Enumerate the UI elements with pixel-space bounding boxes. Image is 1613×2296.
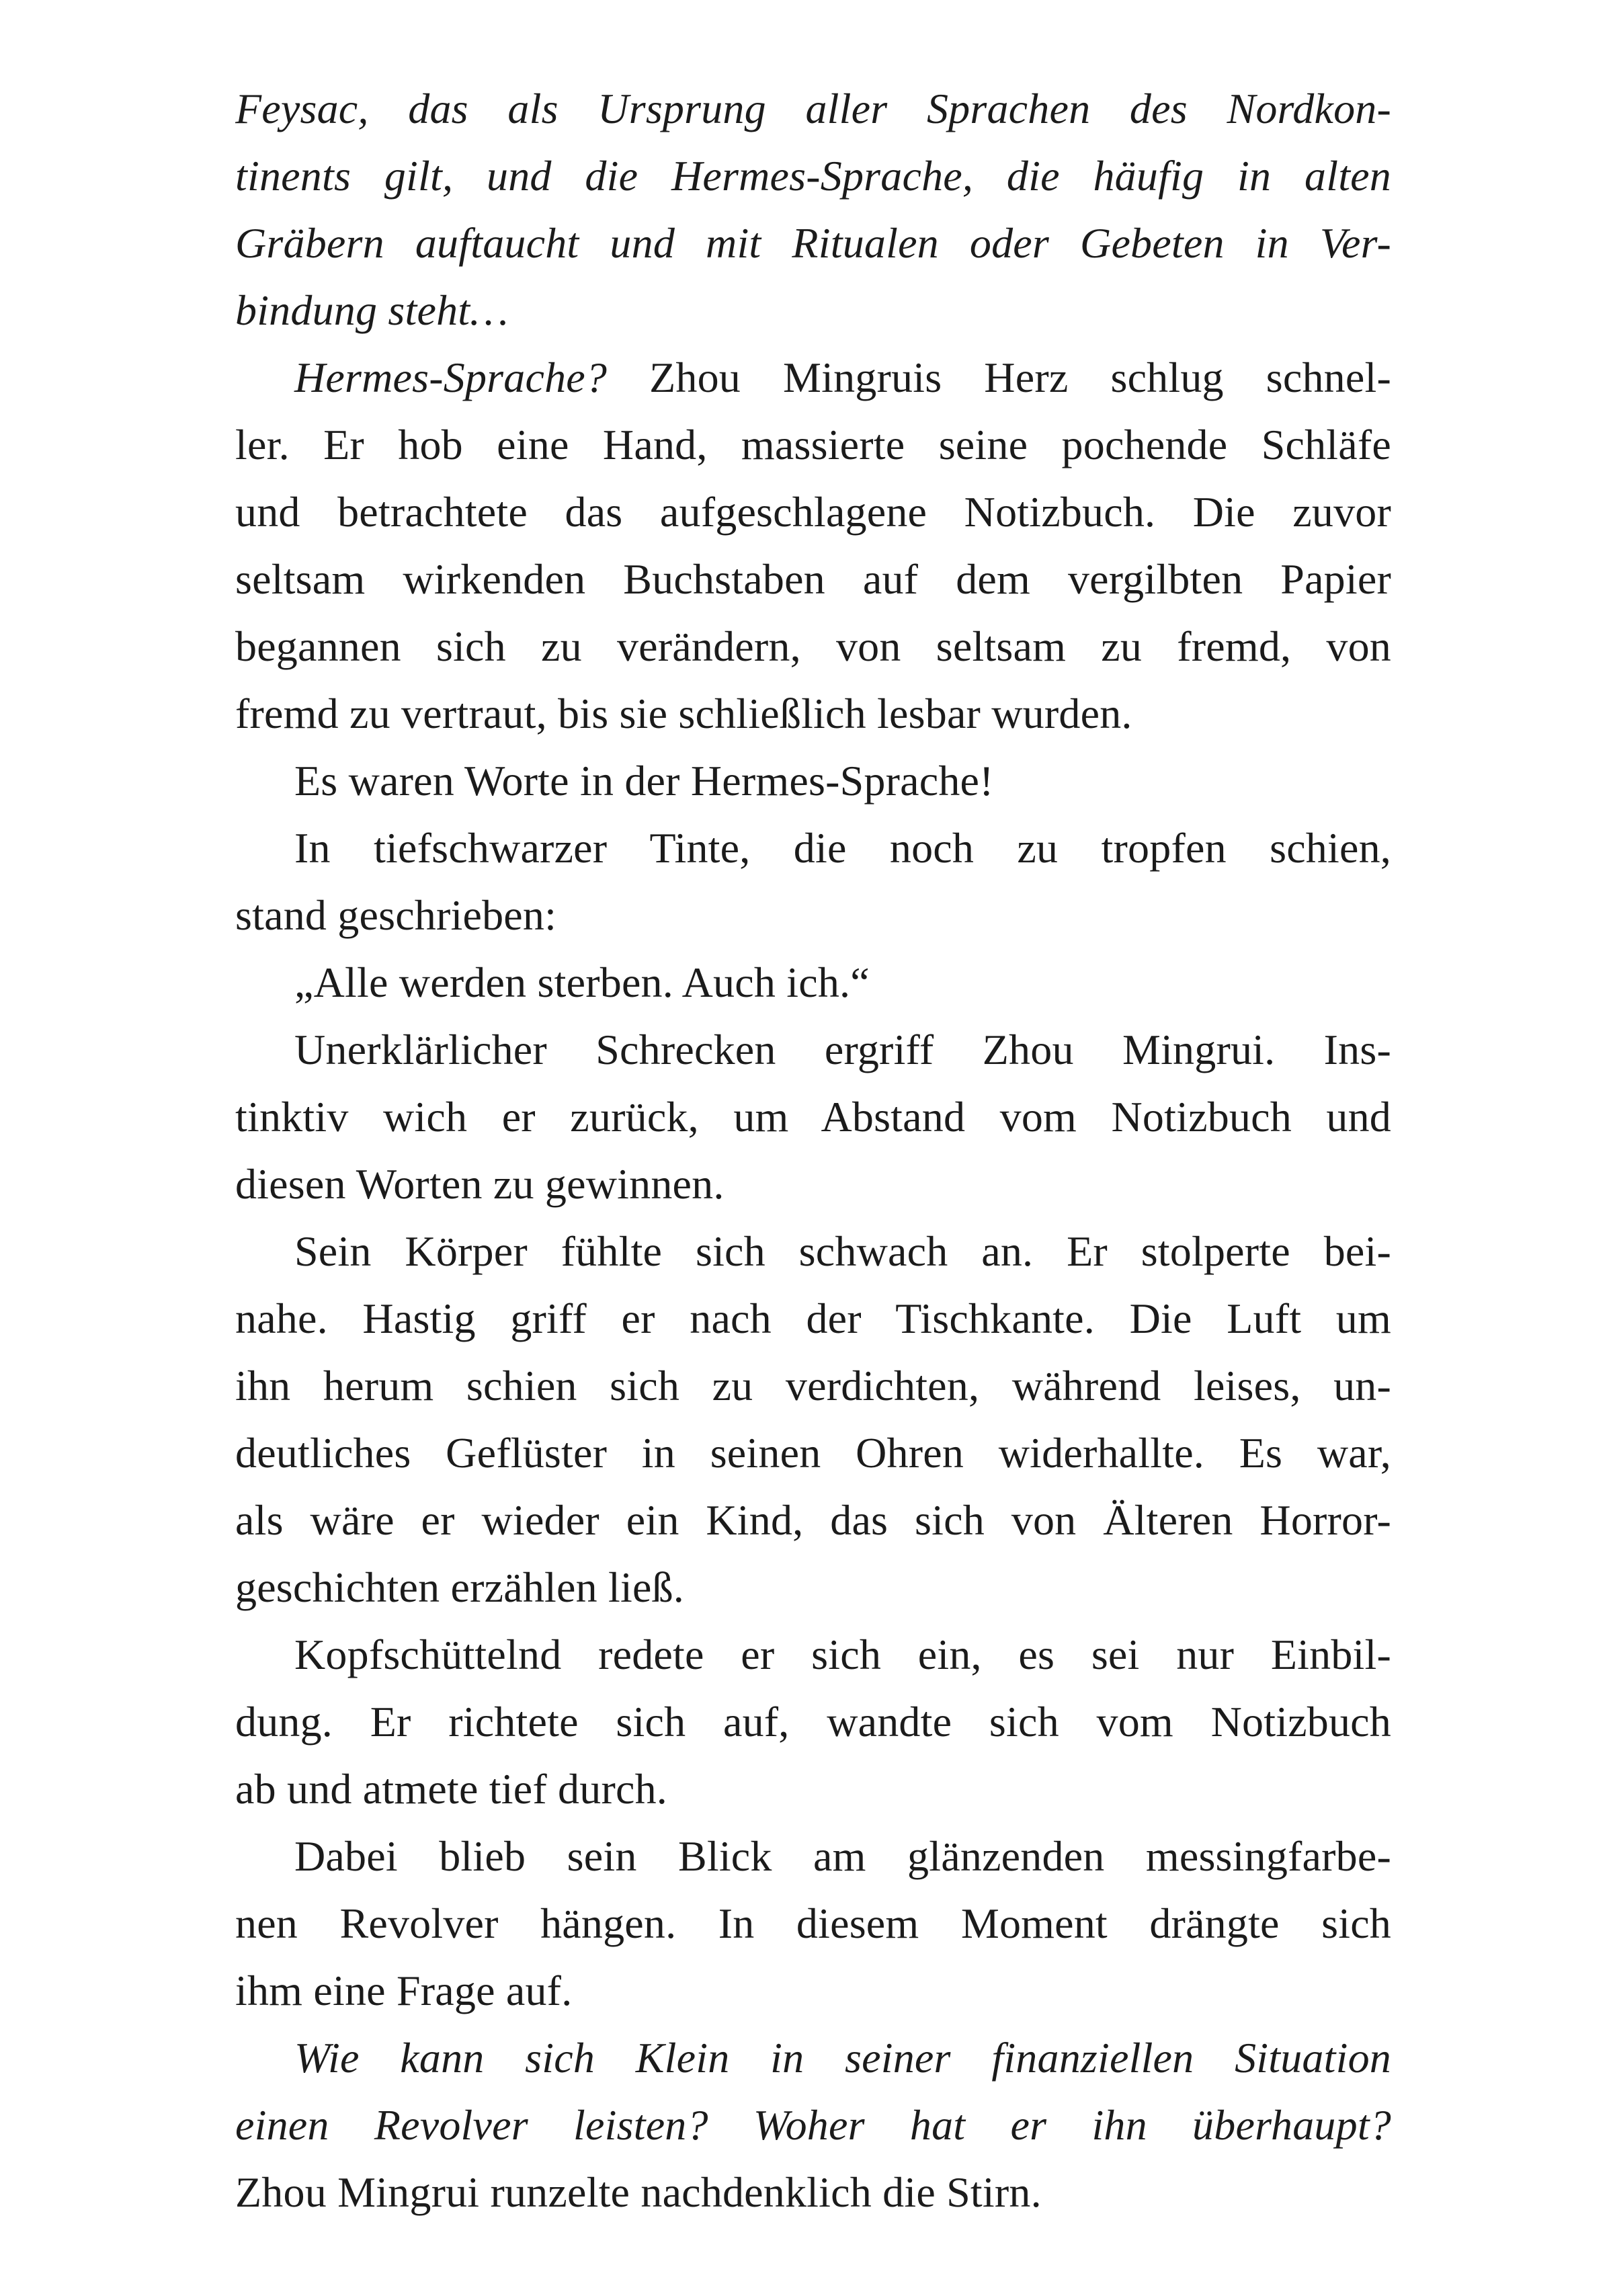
text-segment: diesen Worten zu gewinnen. <box>235 1160 725 1208</box>
text-line <box>235 1890 1391 1957</box>
text-line <box>235 1420 1391 1487</box>
text-line <box>235 1151 1391 1218</box>
text-line <box>235 75 1391 142</box>
text-line <box>235 1352 1391 1420</box>
text-segment: als wäre er wieder ein Kind, das sich von Älteren Horror- <box>235 1496 1391 1544</box>
text-segment: Es waren Worte in der Hermes-Sprache! <box>294 757 994 805</box>
italic-text-segment: Wie kann sich Klein in seiner finanziellen Situation <box>294 2034 1391 2082</box>
text-line <box>235 882 1391 949</box>
text-line <box>235 210 1391 277</box>
text-line <box>235 479 1391 546</box>
text-segment: fremd zu vertraut, bis sie schließlich lesbar wurden. <box>235 690 1132 737</box>
text-block <box>235 75 1391 2226</box>
paragraph <box>235 747 1391 815</box>
italic-text-segment: Feysac, das als Ursprung aller Sprachen des Nordkon- <box>235 85 1391 132</box>
text-segment: dung. Er richtete sich auf, wandte sich vom Notizbuch <box>235 1698 1391 1746</box>
text-line <box>235 277 1391 344</box>
text-segment: „Alle werden sterben. Auch ich.“ <box>294 958 870 1006</box>
text-line <box>235 2092 1391 2159</box>
paragraph <box>235 2024 1391 2226</box>
text-line <box>235 142 1391 210</box>
text-segment: geschichten erzählen ließ. <box>235 1563 684 1611</box>
text-segment: Zhou Mingruis Herz schlug schnel- <box>607 354 1391 401</box>
paragraph <box>235 75 1391 344</box>
text-segment: ler. Er hob eine Hand, massierte seine pochende Schläfe <box>235 421 1391 468</box>
paragraph <box>235 1621 1391 1823</box>
text-segment: seltsam wirkenden Buchstaben auf dem vergilbten Papier <box>235 555 1391 603</box>
text-segment: Dabei blieb sein Blick am glänzenden messingfarbe- <box>294 1832 1391 1880</box>
text-line <box>235 1218 1391 1285</box>
paragraph <box>235 949 1391 1016</box>
text-segment: deutliches Geflüster in seinen Ohren widerhallte. Es war, <box>235 1429 1391 1477</box>
italic-text-segment: Hermes-Sprache? <box>294 354 608 401</box>
paragraph <box>235 1016 1391 1218</box>
text-line <box>235 949 1391 1016</box>
text-segment: Sein Körper fühlte sich schwach an. Er stolperte bei- <box>294 1227 1391 1275</box>
text-line <box>235 680 1391 747</box>
text-line <box>235 815 1391 882</box>
text-line <box>235 1487 1391 1554</box>
paragraph <box>235 1218 1391 1621</box>
text-segment: ihn herum schien sich zu verdichten, während leises, un- <box>235 1362 1391 1409</box>
italic-text-segment: bindung steht… <box>235 286 509 334</box>
text-line <box>235 1285 1391 1352</box>
text-segment: ihm eine Frage auf. <box>235 1967 573 2014</box>
italic-text-segment: tinents gilt, und die Hermes-Sprache, die häufig in alten <box>235 152 1391 200</box>
text-segment: nen Revolver hängen. In diesem Moment drängte sich <box>235 1899 1391 1947</box>
text-segment: ab und atmete tief durch. <box>235 1765 667 1813</box>
text-line <box>235 1823 1391 1890</box>
text-line <box>235 411 1391 479</box>
text-segment: In tiefschwarzer Tinte, die noch zu tropfen schien, <box>294 824 1391 872</box>
paragraph <box>235 1823 1391 2024</box>
text-segment: tinktiv wich er zurück, um Abstand vom Notizbuch und <box>235 1093 1391 1141</box>
text-line <box>235 1016 1391 1083</box>
text-line <box>235 613 1391 680</box>
text-segment: Zhou Mingrui runzelte nachdenklich die Stirn. <box>235 2168 1042 2216</box>
text-line <box>235 1688 1391 1756</box>
text-line <box>235 344 1391 411</box>
text-line <box>235 1621 1391 1688</box>
text-line <box>235 2024 1391 2092</box>
text-line <box>235 546 1391 613</box>
text-line <box>235 1957 1391 2024</box>
text-segment: begannen sich zu verändern, von seltsam zu fremd, von <box>235 622 1391 670</box>
text-segment: nahe. Hastig griff er nach der Tischkante. Die Luft um <box>235 1295 1391 1342</box>
text-line <box>235 747 1391 815</box>
text-line <box>235 1083 1391 1151</box>
text-segment: stand geschrieben: <box>235 891 557 939</box>
text-line <box>235 1554 1391 1621</box>
text-segment: und betrachtete das aufgeschlagene Notizbuch. Die zuvor <box>235 488 1391 536</box>
text-line <box>235 1756 1391 1823</box>
italic-text-segment: Gräbern auftaucht und mit Ritualen oder Gebeten in Ver- <box>235 219 1391 267</box>
paragraph <box>235 815 1391 949</box>
italic-text-segment: einen Revolver leisten? Woher hat er ihn überhaupt? <box>235 2101 1391 2149</box>
paragraph <box>235 344 1391 747</box>
text-segment: Unerklärlicher Schrecken ergriff Zhou Mingrui. Ins- <box>294 1026 1391 1073</box>
text-segment: Kopfschüttelnd redete er sich ein, es sei nur Einbil- <box>294 1631 1391 1678</box>
text-line <box>235 2159 1391 2226</box>
